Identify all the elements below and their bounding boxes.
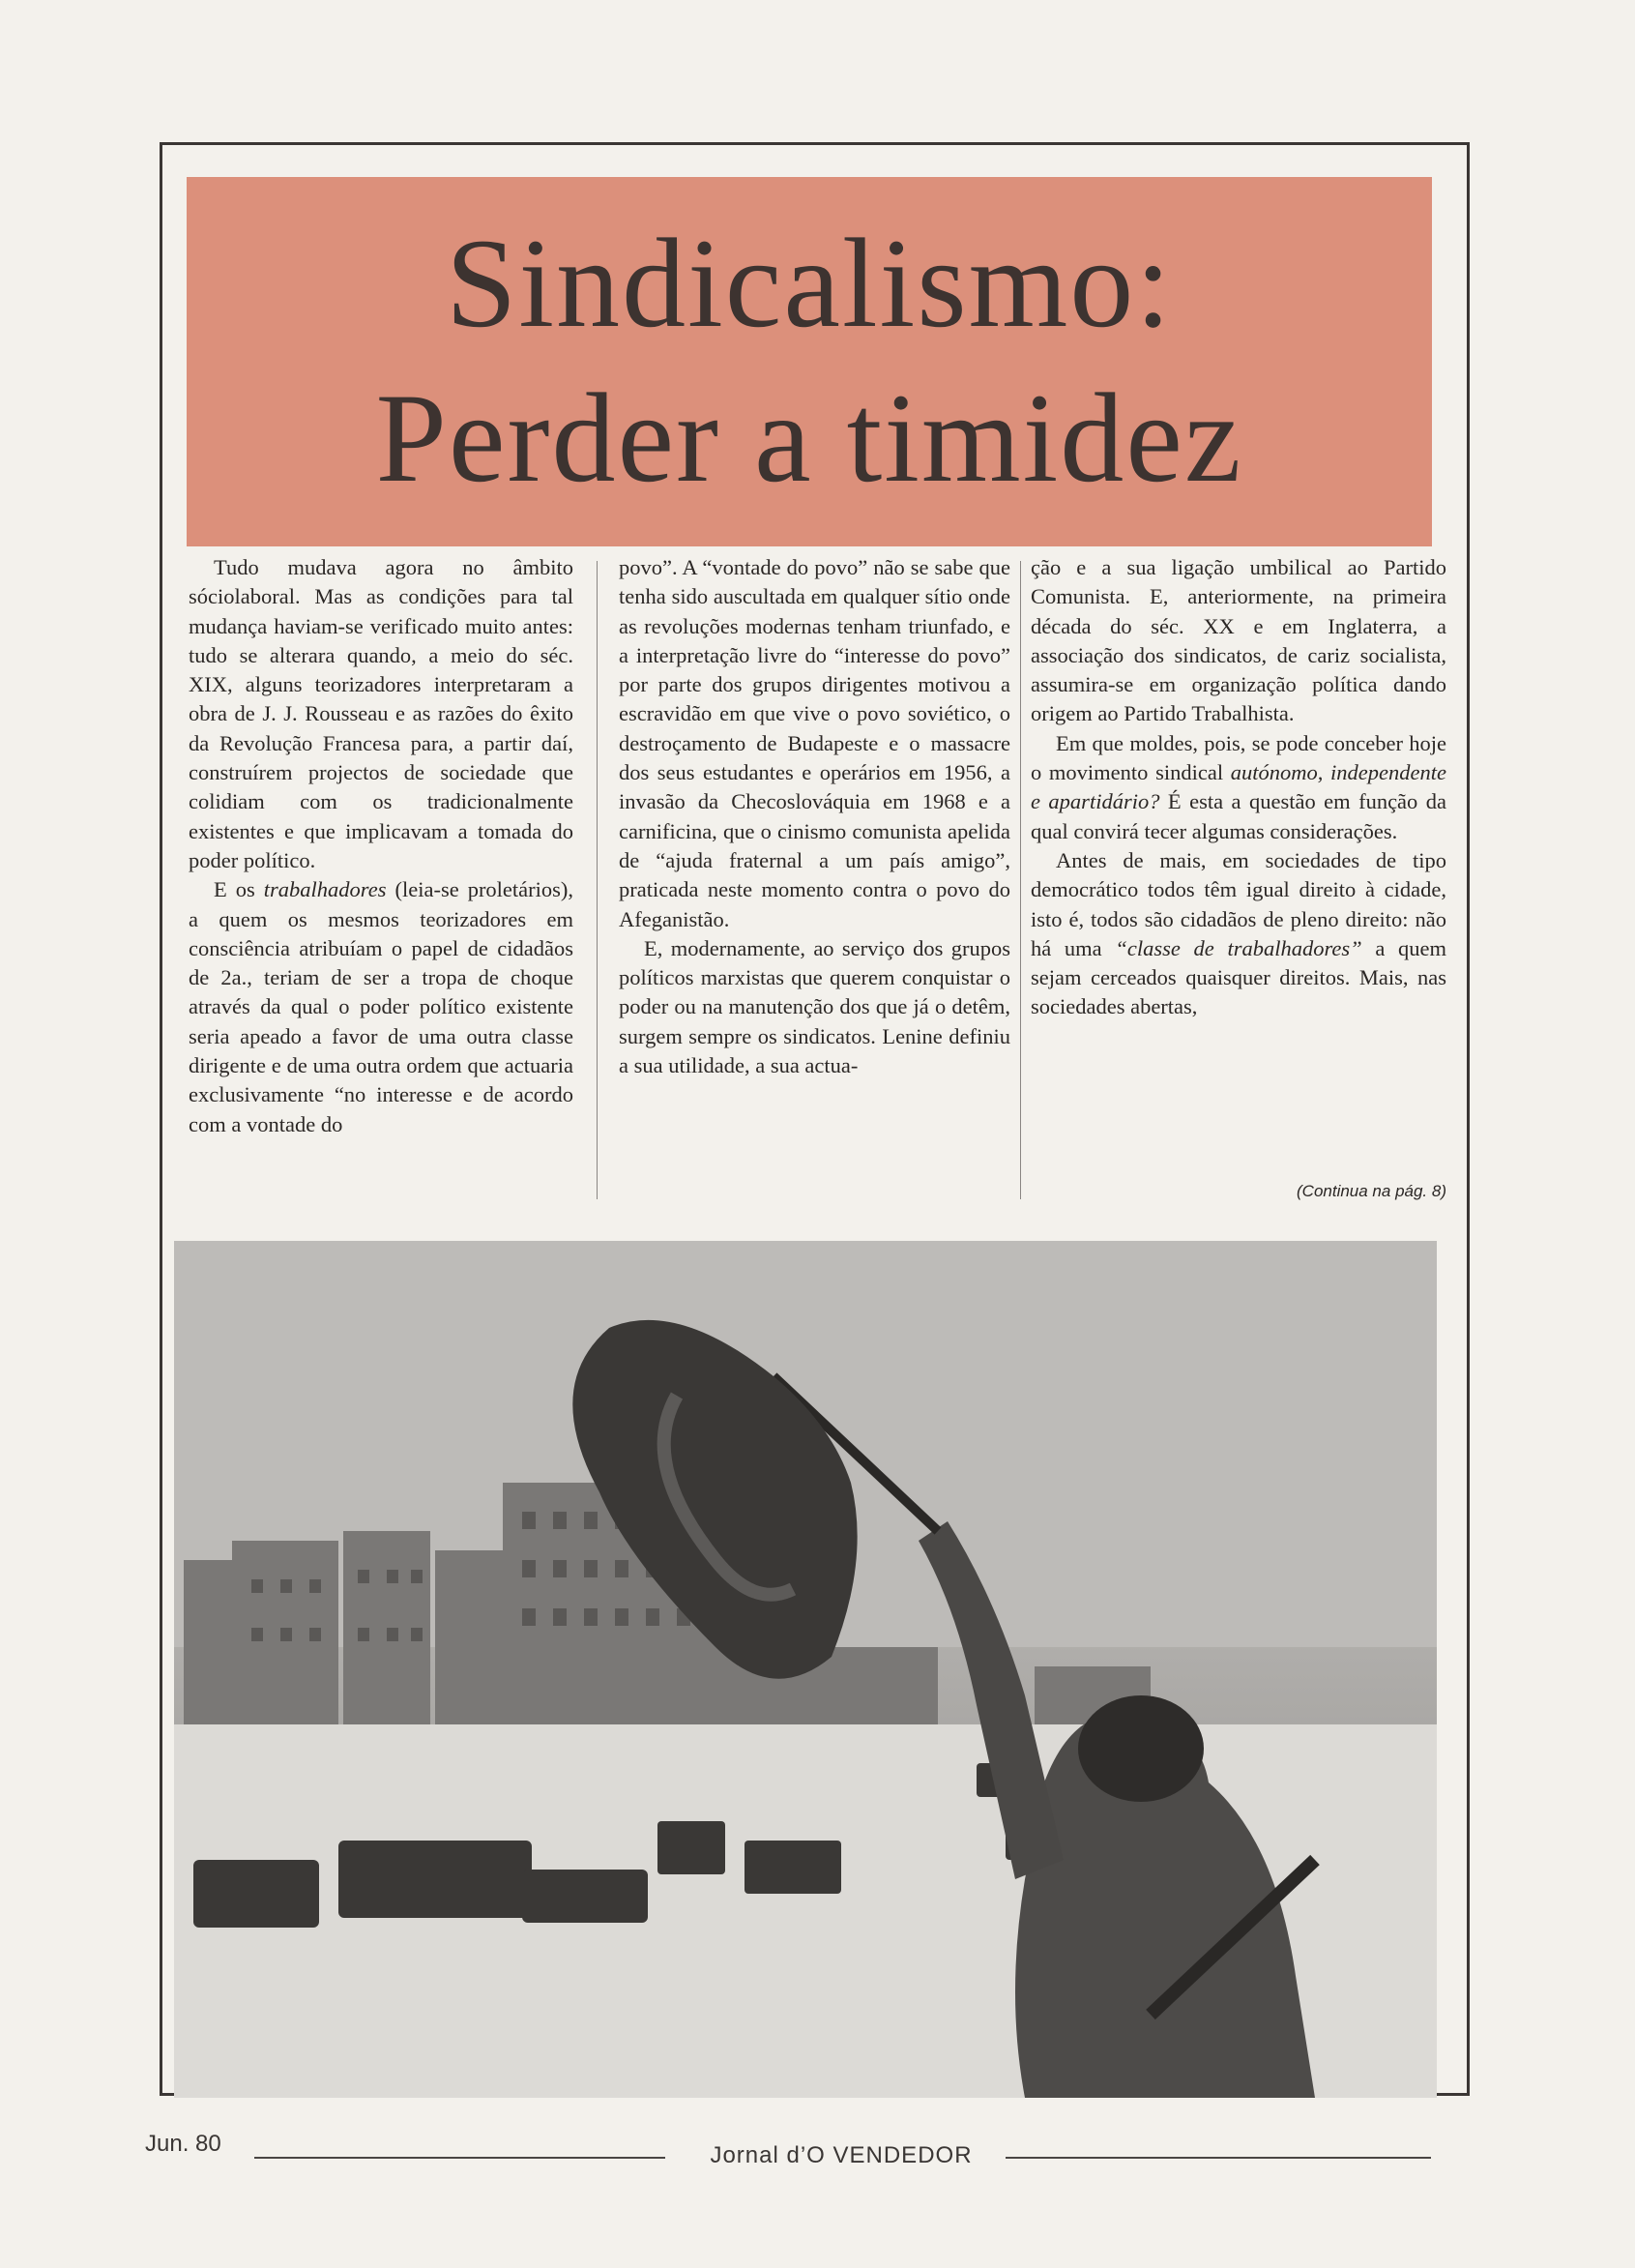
col3-paragraph-3 [1031, 846, 1446, 1022]
continued-note: (Continua na pág. 8) [1297, 1182, 1446, 1200]
col3-paragraph-1: ção e a sua ligação umbilical ao Partido Comunista. E, anteriormente, na primeira década do séc. XX e em Inglaterra, a associação dos sindicatos, de cariz socialista, assumira-se em organização política dando origem ao Partido Trabalhista. [1031, 555, 1446, 726]
col2-paragraph-1: povo”. A “vontade do povo” não se sabe que tenha sido auscultada em qualquer sítio onde as revoluções modernas tenham triunfado, e a interpretação livre do “interesse do povo” por parte dos grupos dirigentes motivou a escravidão em que vive o povo soviético, o destroçamento de Budapeste e o massacre dos seus estudantes e operários em 1956, a invasão da Checoslováquia em 1968 e a carnificina, que o cinismo comunista apelida de “ajuda fraternal a um país amigo”, praticada neste momento contra o povo do Afeganistão. [619, 555, 1010, 931]
col1-p2-emphasis: trabalhadores [263, 877, 387, 902]
col1-p2-rest: (leia-se proletários), a quem os mesmos teorizadores em consciência atribuíam o papel de cidadãos de 2a., teriam de ser a tropa de choque através da qual o poder político existente seria apeado a favor de uma outra classe dirigente e de uma outra ordem que actuaria exclusivamente “no interesse e de acordo com a vontade do [189, 877, 573, 1136]
headline-banner [187, 177, 1432, 546]
col3-p2-rest: É esta a questão em função da qual convirá tecer algumas considerações. [1031, 789, 1446, 843]
col3-paragraph-2 [1031, 729, 1446, 846]
column-divider-2 [1020, 561, 1021, 1199]
column-3 [1031, 553, 1446, 1221]
col3-p2-start: Em que moldes, pois, se pode conceber hoje o movimento sindical [1031, 730, 1446, 785]
article-columns [0, 553, 1635, 1221]
col3-p2-emphasis: autónomo, independente e apartidário? [1031, 760, 1446, 814]
column-2 [619, 553, 1010, 1221]
footer-publication: Jornal d’O VENDEDOR [710, 2142, 973, 2168]
col1-paragraph-2 [189, 875, 573, 1139]
photo-illustration [174, 1241, 1437, 2098]
col2-paragraph-2: E, modernamente, ao serviço dos grupos políticos marxistas que querem conquistar o poder ou na manutenção dos que já o detêm, surgem sempre os sindicatos. Lenine definiu a sua utilidade, a sua actua- [619, 935, 1010, 1078]
col3-p3-rest: a quem sejam cerceados quaisquer direitos. Mais, nas sociedades abertas, [1031, 935, 1446, 1019]
col3-p3-start: Antes de mais, em sociedades de tipo democrático todos têm igual direito à cidade, isto é, todos são cidadãos de pleno direito: não há uma [1031, 847, 1446, 960]
footer-rule-right [1006, 2157, 1431, 2159]
column-1 [189, 553, 573, 1221]
headline-line-2: Perder a timidez [375, 367, 1243, 509]
headline-line-1: Sindicalismo: [446, 212, 1173, 354]
col1-p2-start: E os [214, 877, 255, 902]
col1-paragraph-1: Tudo mudava agora no âmbito sóciolaboral. Mas as condições para tal mudança haviam-se verificado muito antes: tudo se alterara quando, a meio do séc. XIX, alguns teorizadores interpretaram a obra de J. J. Rousseau e as razões do êxito da Revolução Francesa para, a partir daí, construírem projectos de sociedade que colidiam com os tradicionalmente existentes e que implicavam a tomada do poder político. [189, 555, 573, 872]
col3-p3-emphasis: “classe de trabalhadores” [1115, 935, 1362, 960]
column-divider-1 [597, 561, 598, 1199]
footer-date: Jun. 80 [145, 2131, 221, 2157]
footer-rule-left [254, 2157, 665, 2159]
photograph-flag-over-city [174, 1241, 1437, 2098]
